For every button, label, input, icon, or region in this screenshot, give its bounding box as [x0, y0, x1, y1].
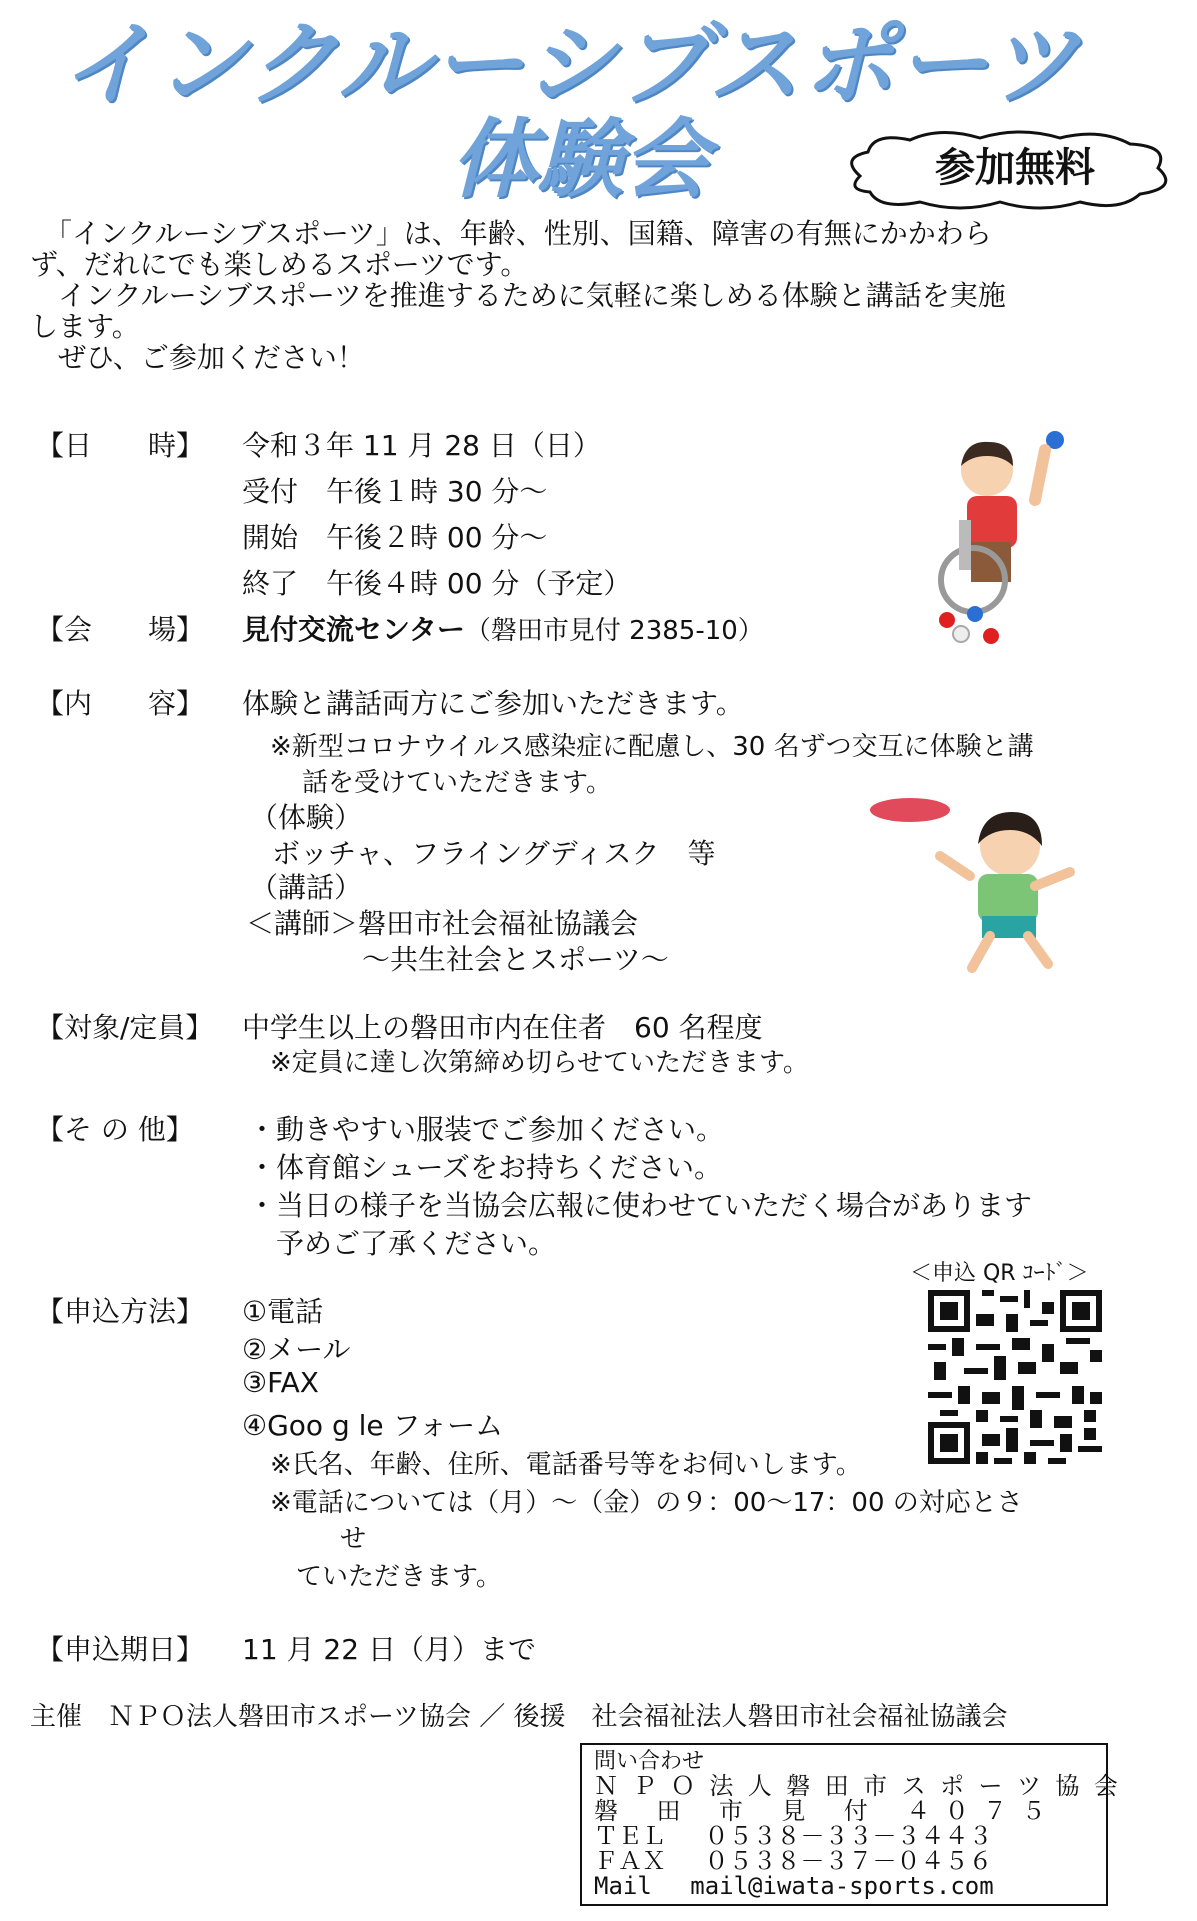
page-subtitle: 体験会 [451, 110, 709, 210]
lecture-title: ～共生社会とスポーツ～ [362, 943, 669, 976]
contact-mail[interactable]: Mail mail@iwata-sports.com [594, 1872, 994, 1900]
event-date: 令和３年 11 月 28 日（日） [242, 429, 601, 462]
page-title: インクルーシブスポーツ [60, 11, 1081, 118]
intro-line: ず、だれにでも楽しめるスポーツです。 [30, 248, 529, 281]
lecturer: ＜講師＞磐田市社会福祉協議会 [246, 907, 639, 940]
apply-note: ※氏名、年齢、住所、電話番号等をお伺いします。 [270, 1450, 862, 1480]
target-text: 中学生以上の磐田市内在住者 60 名程度 [242, 1011, 763, 1044]
other-item: ・動きやすい服装でご参加ください。 [248, 1113, 725, 1146]
apply-method: ①電話 [242, 1295, 324, 1328]
venue-info [242, 608, 764, 648]
target-label: 【対象/定員】 [36, 1011, 214, 1044]
apply-method: ③FAX [242, 1366, 319, 1399]
venue-name: 見付交流センター [242, 613, 465, 646]
apply-label: 【申込方法】 [36, 1295, 205, 1328]
qr-code-icon[interactable] [928, 1290, 1102, 1464]
contact-org: Ｎ Ｐ Ｏ 法 人 磐 田 市 ス ポ ー ツ 協 会 [594, 1772, 1118, 1800]
intro-line: インクルーシブスポーツを推進するために気軽に楽しめる体験と講話を実施 [30, 279, 1006, 312]
content-note: 話を受けていただきます。 [302, 768, 612, 798]
deadline-label: 【申込期日】 [36, 1633, 205, 1666]
other-item: 予めご了承ください。 [248, 1227, 557, 1260]
experience-items: ボッチャ、フライングディスク 等 [272, 837, 716, 870]
content-label: 【内 容】 [36, 687, 205, 720]
deadline-text: 11 月 22 日（月）まで [242, 1633, 536, 1666]
intro-line: します。 [30, 310, 140, 343]
qr-label: ＜申込 QR ｺｰﾄﾞ＞ [910, 1261, 1089, 1286]
apply-method: ④Goo g le フォーム [242, 1409, 504, 1442]
apply-note: せ [340, 1524, 367, 1554]
contact-box [580, 1743, 1118, 1906]
intro-line: ぜひ、ご参加ください！ [30, 341, 365, 374]
start-time: 開始 午後２時 00 分～ [242, 521, 548, 554]
apply-method: ②メール [242, 1333, 351, 1366]
target-note: ※定員に達し次第締め切らせていただきます。 [270, 1048, 809, 1078]
contact-head: 問い合わせ [594, 1749, 705, 1774]
organizer: 主催 ＮＰＯ法人磐田市スポーツ協会 ／ 後援 社会福祉法人磐田市社会福祉協議会 [30, 1702, 1008, 1732]
intro-line: 「インクルーシブスポーツ」は、年齢、性別、国籍、障害の有無にかかわら [30, 217, 992, 250]
flying-disc-player-icon [870, 786, 1090, 976]
contact-fax: ＦＡＸ ０５３８－３７－０４５６ [594, 1847, 993, 1875]
venue-label: 【会 場】 [36, 613, 205, 646]
boccia-player-icon [925, 430, 1075, 650]
other-item: ・当日の様子を当協会広報に使わせていただく場合があります [248, 1189, 1033, 1222]
end-time: 終了 午後４時 00 分（予定） [242, 567, 632, 600]
reception-time: 受付 午後１時 30 分～ [242, 475, 548, 508]
free-badge: 参加無料 [935, 145, 1095, 191]
experience-heading: （体験） [250, 801, 363, 834]
intro-text [30, 218, 1120, 373]
content-summary: 体験と講話両方にご参加いただきます。 [242, 687, 744, 720]
content-note: ※新型コロナウイルス感染症に配慮し、30 名ずつ交互に体験と講 [270, 732, 1034, 762]
venue-address: （磐田市見付 2385-10） [464, 616, 764, 646]
apply-note: ていただきます。 [296, 1562, 502, 1592]
apply-note: ※電話については（月）～（金）の９：00～17：00 の対応とさ [270, 1488, 1023, 1518]
contact-tel[interactable]: ＴＥＬ ０５３８－３３－３４４３ [594, 1822, 993, 1850]
contact-address: 磐 田 市 見 付 ４ ０ ７ ５ [594, 1797, 1046, 1825]
datetime-label: 【日 時】 [36, 429, 205, 462]
other-item: ・体育館シューズをお持ちください。 [248, 1151, 723, 1184]
other-label: 【そ の 他】 [36, 1113, 194, 1146]
lecture-heading: （講話） [250, 871, 363, 904]
